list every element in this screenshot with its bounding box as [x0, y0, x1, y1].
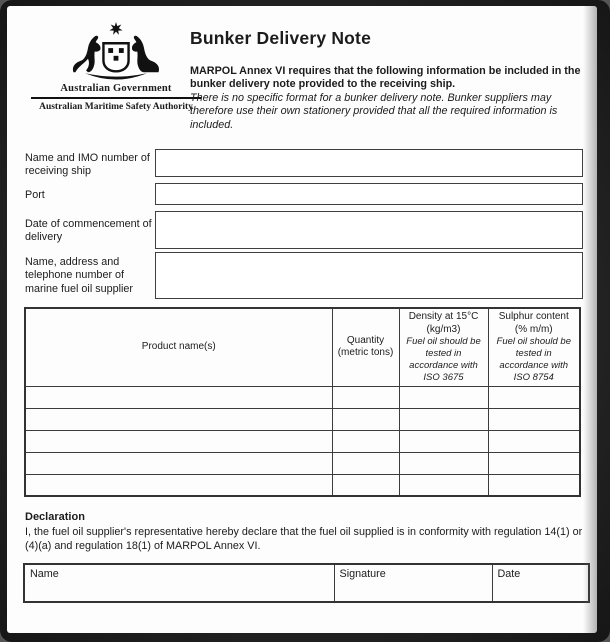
cell-quantity[interactable] [332, 430, 399, 452]
cell-signature[interactable]: Signature [334, 564, 492, 602]
field-label-port: Port [25, 189, 45, 201]
page-title: Bunker Delivery Note [190, 28, 372, 48]
intro-note: There is no specific format for a bunker delivery note. Bunker suppliers may therefore use their own stationery provided that all the required information is included. [190, 91, 558, 131]
cell-sulphur[interactable] [488, 474, 580, 496]
signature-table [23, 563, 590, 603]
cell-quantity[interactable] [332, 474, 399, 496]
signature-row [24, 564, 589, 602]
product-row [25, 386, 580, 408]
field-input-supplier[interactable] [155, 252, 583, 299]
cell-density[interactable] [399, 474, 488, 496]
cell-signature-date[interactable]: Date [492, 564, 589, 602]
cell-signatory-name[interactable]: Name [24, 564, 334, 602]
cell-density[interactable] [399, 386, 488, 408]
intro-requirement: MARPOL Annex VI requires that the following information be included in the bunker delivery note provided to the receiving ship. [190, 65, 581, 91]
logo-divider [31, 97, 201, 99]
declaration-section [25, 511, 587, 553]
cell-sulphur[interactable] [488, 430, 580, 452]
field-input-delivery-date[interactable] [155, 211, 583, 249]
field-label-ship: Name and IMO number of receiving ship [25, 152, 150, 178]
field-label-supplier: Name, address and telephone number of marine fuel oil supplier [25, 256, 134, 295]
cell-product-name[interactable] [25, 452, 332, 474]
declaration-text: I, the fuel oil supplier's representative hereby declare that the fuel oil supplied is in conformity with regulation 14(1) or (4)(a) and regulation 18(1) of MARPOL Annex VI. [25, 526, 583, 553]
cell-quantity[interactable] [332, 452, 399, 474]
header-quantity: Quantity (metric tons) [332, 308, 399, 386]
header-text [190, 28, 590, 132]
header-product-names: Product name(s) [25, 308, 332, 386]
field-input-port[interactable] [155, 183, 583, 205]
amsa-logo [25, 22, 207, 112]
cell-density[interactable] [399, 452, 488, 474]
cell-quantity[interactable] [332, 408, 399, 430]
cell-product-name[interactable] [25, 430, 332, 452]
field-input-ship[interactable] [155, 149, 583, 177]
document-page [7, 6, 597, 633]
field-label-delivery-date: Date of commencement of delivery [25, 218, 152, 244]
cell-product-name[interactable] [25, 408, 332, 430]
cell-product-name[interactable] [25, 474, 332, 496]
australian-coat-of-arms-icon [58, 22, 174, 80]
declaration-heading: Declaration [25, 511, 85, 523]
cell-density[interactable] [399, 408, 488, 430]
product-row [25, 474, 580, 496]
product-table-header-row [25, 308, 580, 386]
cell-sulphur[interactable] [488, 452, 580, 474]
header-sulphur: Sulphur content (% m/m) Fuel oil should be tested in accordance with ISO 8754 [488, 308, 580, 386]
cell-product-name[interactable] [25, 386, 332, 408]
cell-density[interactable] [399, 430, 488, 452]
cell-quantity[interactable] [332, 386, 399, 408]
product-table [24, 307, 581, 497]
product-row [25, 452, 580, 474]
product-row [25, 408, 580, 430]
cell-sulphur[interactable] [488, 408, 580, 430]
agency-label: Australian Maritime Safety Authority [39, 102, 193, 112]
cell-sulphur[interactable] [488, 386, 580, 408]
header-density: Density at 15°C (kg/m3) Fuel oil should be tested in accordance with ISO 3675 [399, 308, 488, 386]
product-row [25, 430, 580, 452]
government-label: Australian Government [60, 83, 172, 94]
